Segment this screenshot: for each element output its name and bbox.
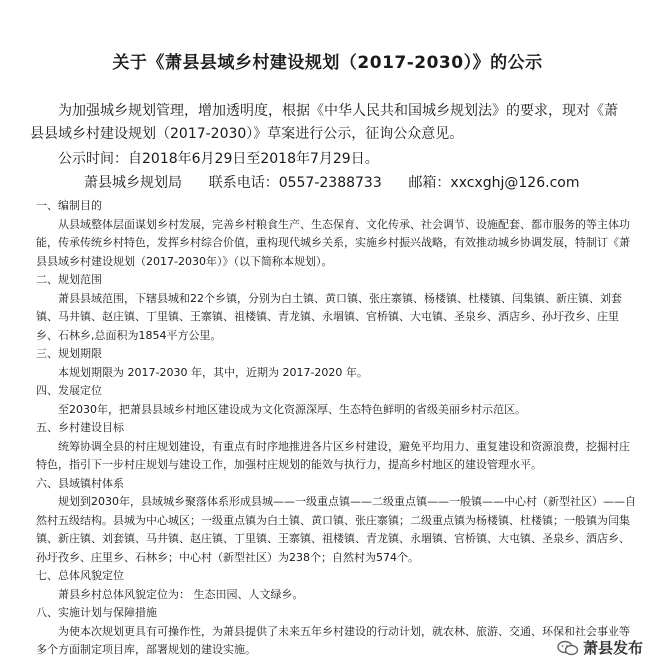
wechat-icon — [557, 640, 579, 656]
section-purpose — [36, 197, 636, 271]
section-heading: 三、规划期限 — [36, 347, 102, 360]
section-body: 统筹协调全县的村庄规划建设，有重点有时序地推进各片区乡村建设，避免平均用力、重复建设和资源浪费，挖掘村庄特色，指引下一步村庄规划与建设工作，加强村庄规划的能效与执行力，提高乡村地区的建设管理水平。 — [36, 439, 630, 471]
section-body: 本规划期限为 2017-2030 年，其中，近期为 2017-2020 年。 — [58, 365, 368, 379]
contact-email: 邮箱：xxcxghj@126.com — [408, 175, 580, 191]
section-heading: 四、发展定位 — [36, 384, 102, 397]
section-positioning — [36, 382, 636, 419]
section-system — [36, 475, 636, 568]
section-goals — [36, 419, 636, 475]
contact-line — [84, 172, 579, 192]
section-body: 萧县县域范围，下辖县城和22个乡镇，分别为白土镇、黄口镇、张庄寨镇、杨楼镇、杜楼镇、闫集镇、新庄镇、刘套镇、马井镇、赵庄镇、丁里镇、王寨镇、祖楼镇、青龙镇、永堌镇、官桥镇、大屯镇、圣泉乡、酒店乡、孙圩孜乡、庄里乡、石林乡,总面积为1854平方公里。 — [36, 291, 622, 342]
section-body: 规划到2030年，县域城乡聚落体系形成县城——一级重点镇——二级重点镇——一般镇——中心村（新型社区）——自然村五级结构。县城为中心城区；一级重点镇为白土镇、黄口镇、张庄寨镇；二级重点镇为杨楼镇、杜楼镇；一般镇为闫集镇、新庄镇、刘套镇、马井镇、赵庄镇、丁里镇、王寨镇、祖楼镇、青龙镇、永堌镇、官桥镇、大屯镇、圣泉乡、酒店乡、孙圩孜乡、庄里乡、石林乡；中心村（新型社区）为238个；自然村为574个。 — [36, 495, 636, 564]
section-scope — [36, 271, 636, 345]
intro-paragraph: 为加强城乡规划管理，增加透明度，根据《中华人民共和国城乡规划法》的要求，现对《萧县县域乡村建设规划（2017-2030）》草案进行公示，征询公众意见。 — [30, 103, 618, 142]
section-body: 至2030年，把萧县县域乡村地区建设成为文化资源深厚、生态特色鲜明的省级美丽乡村示范区。 — [58, 402, 526, 416]
contact-org: 萧县城乡规划局 — [84, 175, 182, 191]
section-heading: 五、乡村建设目标 — [36, 421, 124, 434]
page-title: 关于《萧县县域乡村建设规划（2017-2030）》的公示 — [112, 53, 543, 73]
section-style — [36, 567, 636, 604]
section-heading: 七、总体风貌定位 — [36, 569, 124, 582]
contact-phone: 联系电话：0557-2388733 — [208, 175, 382, 191]
notice-time: 公示时间：自2018年6月29日至2018年7月29日。 — [58, 151, 379, 167]
section-body: 为使本次规划更具有可操作性，为萧县提供了未来五年乡村建设的行动计划，就农林、旅游、交通、环保和社会事业等多个方面制定项目库，部署规划的建设实施。 — [36, 624, 630, 656]
section-implementation — [36, 604, 636, 660]
section-heading: 二、规划范围 — [36, 273, 102, 286]
section-body: 萧县乡村总体风貌定位为： 生态田园、人文绿乡。 — [58, 587, 304, 601]
section-body: 从县域整体层面谋划乡村发展，完善乡村粮食生产、生态保育、文化传承、社会调节、设施配套、都市服务的等主体功能，传承传统乡村特色，发挥乡村综合价值，重构现代城乡关系，实施乡村振兴战略，有效推动城乡协调发展，特制订《萧县县域乡村建设规划（2017-2030年）》（以下简称本规划）。 — [36, 217, 630, 268]
footer-watermark — [557, 637, 643, 658]
section-heading: 一、编制目的 — [36, 199, 102, 212]
section-heading: 八、实施计划与保障措施 — [36, 606, 157, 619]
section-heading: 六、县域镇村体系 — [36, 476, 124, 490]
sections — [36, 197, 636, 660]
footer-brand-name: 萧县发布 — [582, 639, 643, 657]
section-period — [36, 345, 636, 382]
